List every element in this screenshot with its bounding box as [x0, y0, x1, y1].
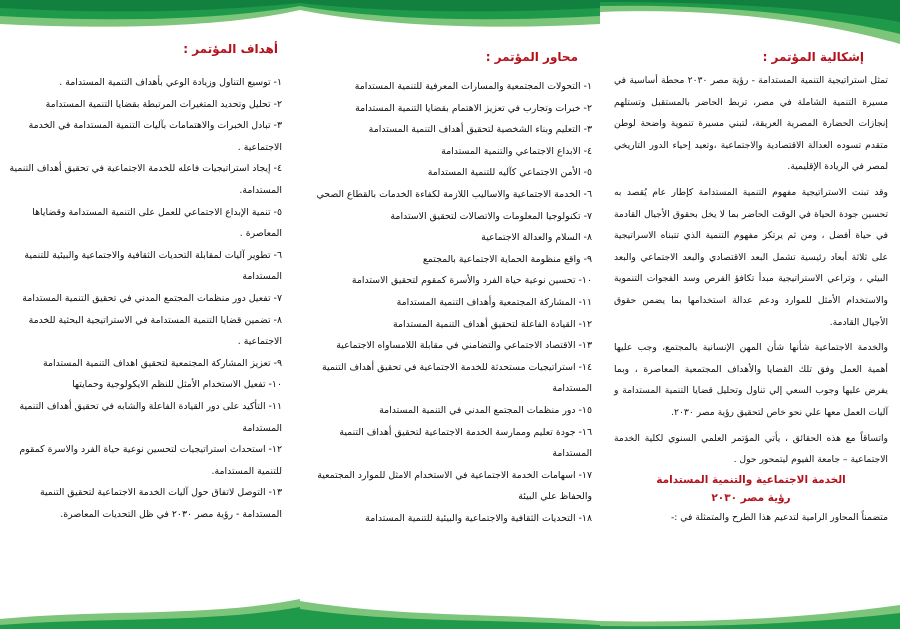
list-item: ٦- تطوير آليات لمقابلة التحديات الثقافية والاجتماعية والبيئية للتنمية المستدامة	[24, 249, 282, 283]
list-item: ١٦- جودة تعليم وممارسة الخدمة الاجتماعية لتحقيق أهداف التنمية المستدامة	[339, 426, 592, 460]
list-item: ١٤- استراتيجيات مستحدثة للخدمة الاجتماعية في تحقيق أهداف التنمية المستدامة	[321, 361, 592, 395]
list-item: ١٢- القيادة الفاعلة لتحقيق أهداف التنمية المستدامة	[392, 318, 592, 330]
goals-heading: أهداف المؤتمر :	[183, 42, 278, 56]
list-item: ٣- تبادل الخبرات والاهتمامات بآليات التنمية المستدامة في الخدمة الاجتماعية .	[28, 120, 282, 153]
axes-panel	[300, 0, 600, 629]
list-item: ٥- الأمن الاجتماعي كآليه للتنمية المستدامة	[427, 167, 592, 179]
list-item: ١٠- تفعيل الاستخدام الأمثل للنظم الايكولوجية وحمايتها	[72, 379, 282, 391]
list-item: ٩- تعزيز المشاركة المجتمعية لتحقيق اهداف التنمية المستدامة	[42, 357, 282, 369]
list-item: ١٣- الاقتصاد الاجتماعي والتضامني في مقابلة اللامساواه الاجتماعية	[336, 340, 592, 352]
axes-list	[306, 76, 592, 529]
list-item: ١١- المشاركة المجتمعية وأهداف التنمية المستدامة	[396, 296, 592, 308]
list-item: ١٢- استحداث استراتيجيات لتحسين نوعية حياة الفرد والاسرة كمقوم للتنمية المستدامة.	[19, 444, 282, 477]
goals-list	[8, 72, 282, 525]
list-item: ١٨- التحديات الثقافية والاجتماعية والبيئية للتنمية المستدامة	[365, 512, 592, 524]
list-item: ٨- السلام والعدالة الاجتماعية	[481, 232, 592, 244]
problem-panel	[600, 0, 900, 629]
list-item: ٤- الابداع الاجتماعي والتنمية المستدامة	[441, 145, 592, 157]
list-item: ١٧- اسهامات الخدمة الاجتماعية في الاستخدام الامثل للموارد المجتمعية والحفاظ علي البيئة	[317, 469, 592, 503]
list-item: ١- توسيع التناول وزيادة الوعي بأهداف التنمية المستدامة .	[59, 77, 282, 88]
list-item: ٨- تضمين قضايا التنمية المستدامة في الاستراتيجية البحثية للخدمة الاجتماعية .	[28, 314, 282, 348]
list-item: ١٠- تحسين نوعية حياة الفرد والأسرة كمقوم لتحقيق الاستدامة	[351, 275, 592, 287]
bottom-green-wave	[0, 579, 300, 629]
list-item: ٥- تنمية الإبداع الاجتماعي للعمل على التنمية المستدامة وقضاياها المعاصرة .	[32, 206, 282, 240]
problem-paragraph: والخدمة الاجتماعية شأنها شأن المهن الإنسانية بالمجتمع، وجب عليها أهمية العمل وفق تلك القضايا والأهداف المجتمعية المعاصرة ، وبما يفرض عليها وجوب السعي إلي تناول وتحليل قضايا التنمية المستدامة و آليات العمل معها علي نحو خاص لتحقيق رؤية مصر ٢٠٣٠.	[614, 342, 888, 418]
problem-paragraph: واتساقاً مع هذه الحقائق ، يأتي المؤتمر العلمي السنوي لكلية الخدمة الاجتماعية – جامعة الفيوم ليتمحور حول .	[614, 432, 888, 466]
list-item: ٧- تفعيل دور منظمات المجتمع المدني في تحقيق التنمية المستدامة	[22, 292, 282, 304]
list-item: ٢- تحليل وتحديد المتغيرات المرتبطة بقضايا التنمية المستدامة	[45, 98, 282, 110]
bottom-green-wave	[600, 579, 900, 629]
list-item: ٣- التعليم وبناء الشخصية لتحقيق أهداف التنمية المستدامة	[368, 124, 592, 136]
problem-closing: متضمناً المحاور الرامية لتدعيم هذا الطرح والمتمثلة في :-	[670, 511, 888, 523]
list-item: ٤- إيجاد استراتيجيات فاعله للخدمة الاجتماعية في تحقيق أهداف التنمية المستدامة.	[9, 163, 282, 196]
conference-title: الخدمة الاجتماعية والتنمية المستدامة	[656, 473, 846, 486]
list-item: ١٣- التوصل لاتفاق حول آليات الخدمة الاجتماعية لتحقيق التنمية المستدامة - رؤية مصر ٢٠٣٠ في ظل التحديات المعاصرة.	[39, 487, 282, 520]
list-item: ٧- تكنولوجيا المعلومات والاتصالات لتحقيق الاستدامة	[390, 210, 592, 222]
problem-paragraph: وقد تبنت الاستراتيجية مفهوم التنمية المستدامة كإطار عام يُقصد به تحسين جودة الحياة في الوقت الحاضر بما لا يخل بحقوق الأجيال القادمة في حياة أفضل ، ومن ثم يرتكز مفهوم التنمية الذي تتبناه الاسراتيجية على ثلاثة أبعاد رئيسية تشمل البعد الاقتصادي والبعد الاجتماعي والبعد البيئي ، وتراعي الاستراتيجية مبدأ تكافؤ الفرص وسد الفجوات التنموية والاستخدام الأمثل للموارد ودعم عدالة استخدامها بما يضمن حقوق الأجيال القادمة.	[614, 186, 888, 328]
conference-subtitle: رؤية مصر ٢٠٣٠	[711, 491, 791, 504]
list-item: ٢- خبرات وتجارب في تعزيز الاهتمام بقضايا التنمية المستدامة	[355, 102, 592, 114]
list-item: ١٥- دور منظمات المجتمع المدني في التنمية المستدامة	[379, 404, 592, 416]
list-item: ٦- الخدمة الاجتماعية والاساليب اللازمة لكفاءة الخدمات بالقطاع الصحي	[316, 188, 592, 200]
bottom-green-wave	[300, 579, 600, 629]
list-item: ١- التحولات المجتمعية والمسارات المعرفية للتنمية المستدامة	[354, 81, 592, 92]
axes-heading: محاور المؤتمر :	[485, 50, 578, 64]
list-item: ٩- واقع منظومة الحماية الاجتماعية بالمجتمع	[422, 253, 592, 265]
list-item: ١١- التأكيد على دور القيادة الفاعلة والشابه في تحقيق أهداف التنمية المستدامة	[19, 400, 282, 434]
problem-paragraph: تمثل استراتيجية التنمية المستدامة - رؤية مصر ٢٠٣٠ محطة أساسية في مسيرة التنمية الشاملة في مصر، تربط الحاضر بالمستقبل وتستلهم إنجازات الحضارة المصرية العريقة، لتبني مسيرة تنموية واضحة لوطن متقدم تسوده العدالة الاقتصادية والاجتماعية ،وتعيد إحياء الدور التاريخي لمصر في الريادة الإقليمية.	[614, 75, 888, 173]
problem-heading: إشكالية المؤتمر :	[762, 50, 864, 64]
problem-body	[614, 70, 888, 528]
goals-panel	[0, 0, 300, 629]
